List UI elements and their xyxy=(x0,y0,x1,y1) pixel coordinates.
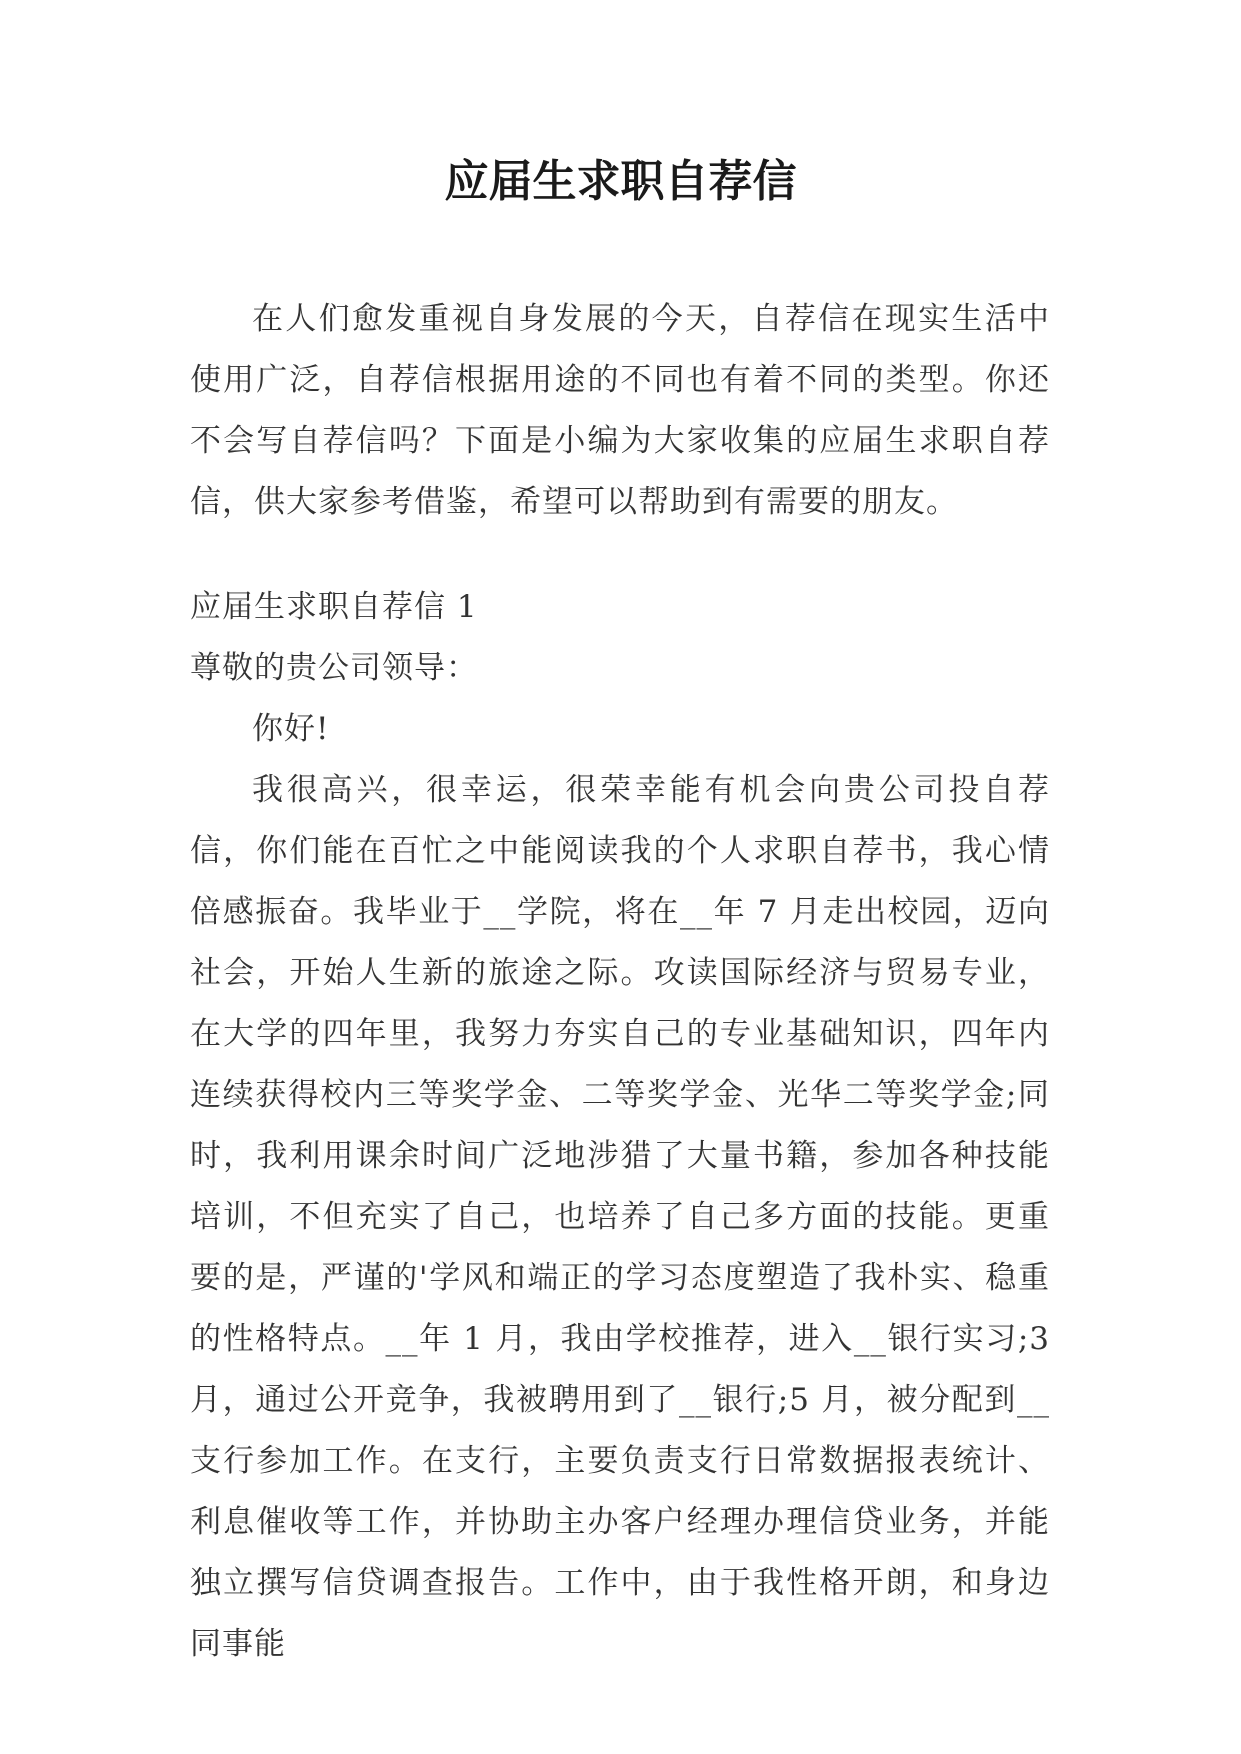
body-paragraph: 我很高兴，很幸运，很荣幸能有机会向贵公司投自荐信，你们能在百忙之中能阅读我的个人求职自荐书，我心情倍感振奋。我毕业于__学院，将在__年 7 月走出校园，迈向社会，开始人生新的旅途之际。攻读国际经济与贸易专业，在大学的四年里，我努力夯实自己的专业基础知识，四年内连续获得校内三等奖学金、二等奖学金、光华二等奖学金;同时，我利用课余时间广泛地涉猎了大量书籍，参加各种技能培训，不但充实了自己，也培养了自己多方面的技能。更重要的是，严谨的'学风和端正的学习态度塑造了我朴实、稳重的性格特点。__年 1 月，我由学校推荐，进入__银行实习;3 月，通过公开竞争，我被聘用到了__银行;5 月，被分配到__支行参加工作。在支行，主要负责支行日常数据报表统计、利息催收等工作，并协助主办客户经理办理信贷业务，并能独立撰写信贷调查报告。工作中，由于我性格开朗，和身边同事能 xyxy=(190,772,1050,1662)
document-title: 应届生求职自荐信 xyxy=(444,156,797,207)
letter-section xyxy=(190,577,1050,1675)
intro-paragraph: 在人们愈发重视自身发展的今天，自荐信在现实生活中使用广泛，自荐信根据用途的不同也有着不同的类型。你还不会写自荐信吗？下面是小编为大家收集的应届生求职自荐信，供大家参考借鉴，希望可以帮助到有需要的朋友。 xyxy=(190,301,1050,520)
greeting: 你好! xyxy=(252,711,330,747)
section-heading: 应届生求职自荐信 1 xyxy=(190,589,478,625)
salutation: 尊敬的贵公司领导： xyxy=(190,650,478,686)
